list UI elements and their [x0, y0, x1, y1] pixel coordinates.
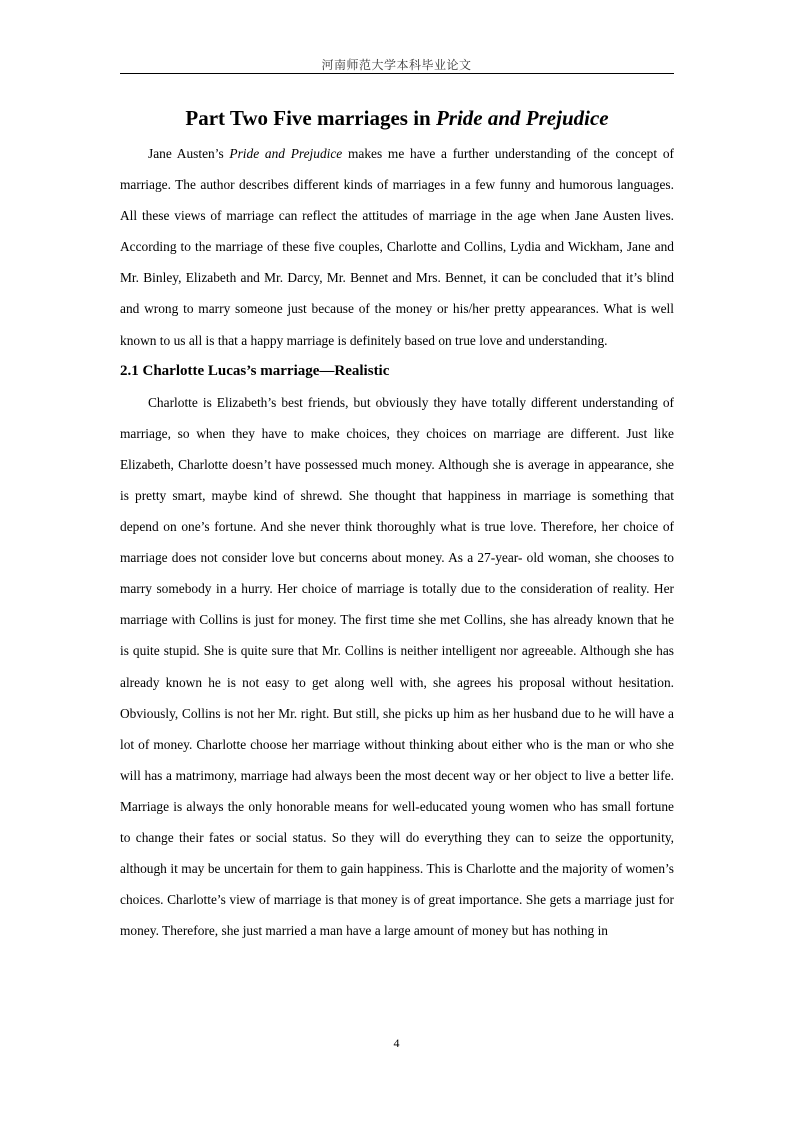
chapter-title: [120, 104, 674, 132]
intro-work-title: Pride and Prejudice: [229, 146, 343, 161]
body-content: [120, 138, 674, 946]
intro-text-after: makes me have a further understanding of the concept of marriage. The author describes different kinds of marriages in a few funny and humorous languages. All these views of marriage can reflect the attitudes of marriage in the age when Jane Austen lives. According to the marriage of these five couples, Charlotte and Collins, Lydia and Wickham, Jane and Mr. Binley, Elizabeth and Mr. Darcy, Mr. Bennet and Mrs. Bennet, it can be concluded that it’s blind and wrong to marry someone just because of the money or his/her pretty appearances. What is well known to us all is that a happy marriage is definitely based on true love and understanding.: [120, 146, 674, 348]
page-number: 4: [393, 1036, 400, 1050]
section-paragraph: Charlotte is Elizabeth’s best friends, but obviously they have totally different understanding of marriage, so when they have to make choices, they choices on marriage are different. Just like Elizabeth, Charlotte doesn’t have possessed much money. Although she is average in appearance, she is pretty smart, maybe kind of shrewd. She thought that happiness in marriage is something that depend on one’s fortune. And she never think thoroughly what is true love. Therefore, her choice of marriage does not consider love but concerns about money. As a 27-year- old woman, she chooses to marry somebody in a hurry. Her choice of marriage is totally due to the consideration of reality. Her marriage with Collins is just for money. The first time she met Collins, she has already known that he is quite stupid. She is quite sure that Mr. Collins is neither intelligent nor agreeable. Although she has already known he is not easy to get along well with, she agrees his proposal without hesitation. Obviously, Collins is not her Mr. right. But still, she picks up him as her husband due to he will have a lot of money. Charlotte choose her marriage without thinking about either who is the man or who she will has a matrimony, marriage had always been the most decent way or her object to live a better life. Marriage is always the only honorable means for well-educated young women who has small fortune to change their fates or social status. So they will do everything they can to seize the opportunity, although it may be uncertain for them to gain happiness. This is Charlotte and the majority of women’s choices. Charlotte’s view of marriage is that money is of great importance. She gets a marriage just for money. Therefore, she just married a man have a large amount of money but has nothing in: [120, 394, 674, 939]
intro-text-before: Jane Austen’s: [148, 146, 230, 161]
section-heading: 2.1 Charlotte Lucas’s marriage—Realistic: [120, 362, 390, 379]
chapter-title-work: Pride and Prejudice: [435, 106, 609, 130]
running-header: 河南师范大学本科毕业论文: [321, 58, 472, 72]
header-rule: [120, 73, 674, 74]
intro-paragraph: [120, 138, 674, 356]
chapter-title-text: Part Two Five marriages in: [185, 106, 436, 130]
